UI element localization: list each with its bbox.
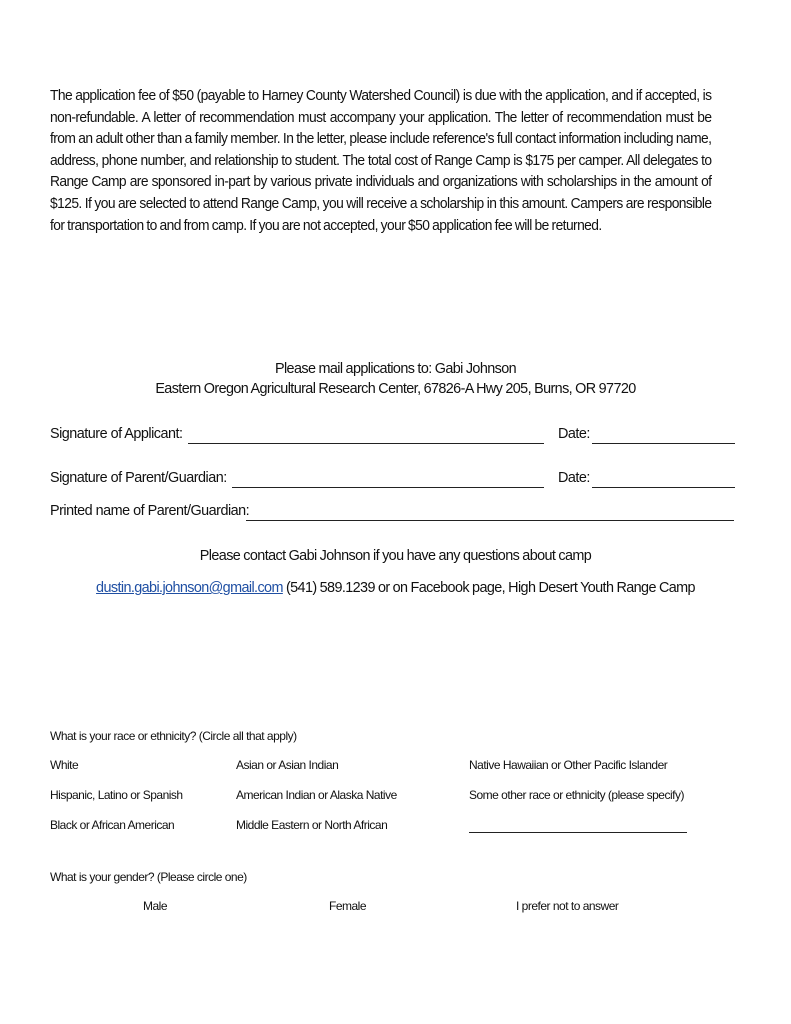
applicant-signature-field[interactable] (188, 443, 544, 444)
contact-line-2 (0, 580, 791, 596)
gender-option-prefer-not[interactable]: I prefer not to answer (516, 899, 619, 913)
mailing-line-1: Please mail applications to: Gabi Johnson (274, 361, 517, 377)
race-option-white[interactable]: White (50, 758, 79, 772)
race-option-asian[interactable]: Asian or Asian Indian (236, 758, 339, 772)
printed-name-label: Printed name of Parent/Guardian: (50, 503, 250, 519)
race-option-black[interactable]: Black or African American (50, 818, 175, 832)
gender-question: What is your gender? (Please circle one) (50, 870, 247, 884)
printed-name-field[interactable] (246, 520, 734, 521)
parent-signature-row (50, 470, 740, 490)
contact-line-1: Please contact Gabi Johnson if you have any questions about camp (199, 548, 592, 564)
mailing-line-2: Eastern Oregon Agricultural Research Center, 67826-A Hwy 205, Burns, OR 97720 (155, 381, 636, 397)
race-question: What is your race or ethnicity? (Circle all that apply) (50, 729, 297, 743)
parent-signature-field[interactable] (232, 487, 544, 488)
race-option-american-indian[interactable]: American Indian or Alaska Native (236, 788, 397, 802)
applicant-date-label: Date: (558, 426, 590, 442)
race-option-pacific-islander[interactable]: Native Hawaiian or Other Pacific Islander (469, 758, 668, 772)
gender-option-female[interactable]: Female (329, 899, 367, 913)
race-option-other[interactable]: Some other race or ethnicity (please specify) (469, 788, 684, 802)
applicant-signature-label: Signature of Applicant: (50, 426, 183, 442)
parent-signature-label: Signature of Parent/Guardian: (50, 470, 227, 486)
contact-email-link[interactable]: dustin.gabi.johnson@gmail.com (96, 580, 283, 596)
contact-phone-facebook: (541) 589.1239 or on Facebook page, High Desert Youth Range Camp (282, 580, 695, 596)
parent-date-label: Date: (558, 470, 590, 486)
race-option-hispanic[interactable]: Hispanic, Latino or Spanish (50, 788, 183, 802)
printed-name-row (50, 503, 740, 523)
parent-date-field[interactable] (592, 487, 735, 488)
intro-paragraph: The application fee of $50 (payable to Harney County Watershed Council) is due with the application, and if accepted, is non-refundable. A letter of recommendation must accompany your application. The letter of recommendation must be from an adult other than a family member. In the letter, please include reference's full contact information including name, address, phone number, and relationship to student. The total cost of Range Camp is $175 per camper. All delegates to Range Camp are sponsored in-part by various private individuals and organizations with scholarships in the amount of $125. If you are selected to attend Range Camp, you will receive a scholarship in this amount. Campers are responsible for transportation to and from camp. If you are not accepted, your $50 application fee will be returned. (50, 88, 712, 234)
gender-option-male[interactable]: Male (143, 899, 168, 913)
applicant-date-field[interactable] (592, 443, 735, 444)
applicant-signature-row (50, 426, 740, 446)
race-option-middle-eastern[interactable]: Middle Eastern or North African (236, 818, 388, 832)
race-other-specify-field[interactable] (469, 832, 687, 833)
